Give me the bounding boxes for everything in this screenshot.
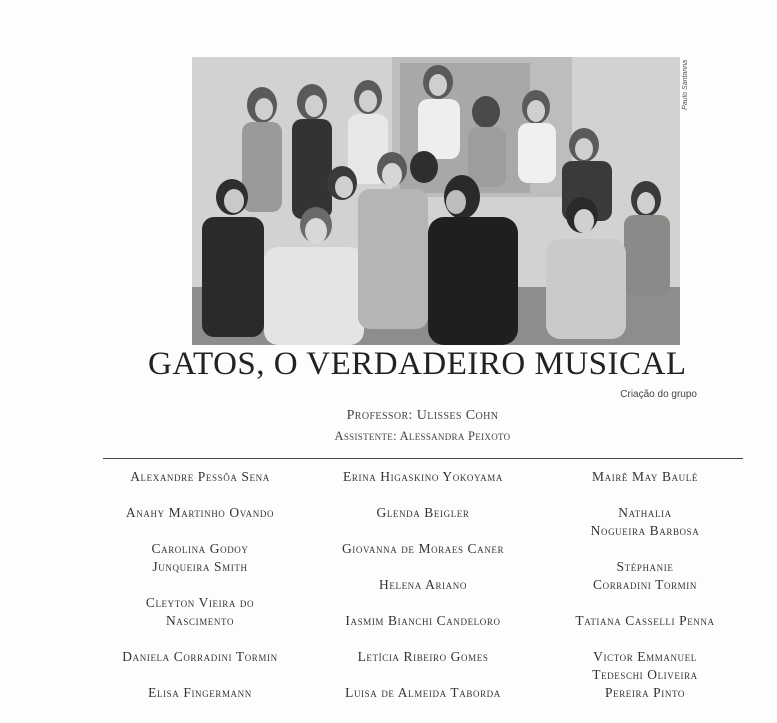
cast-name: Giovanna de Moraes Caner xyxy=(341,541,505,556)
cast-name: Corradini Tormin xyxy=(593,577,697,592)
cast-name: Tatiana Casselli Penna xyxy=(575,613,715,628)
cast-name: Stéphanie xyxy=(616,559,674,574)
cast-name: Glenda Beigler xyxy=(376,505,470,520)
cast-name: Nathalia xyxy=(618,505,672,520)
cast-name: Helena Ariano xyxy=(379,577,467,592)
cast-name: Tedeschi Oliveira xyxy=(592,667,698,682)
cast-name: Junqueira Smith xyxy=(152,559,248,574)
subtitle: Criação do grupo xyxy=(620,389,697,400)
cast-name: Erina Higaskino Yokoyama xyxy=(343,469,503,484)
photo-credit: Paulo Santanna xyxy=(682,60,689,110)
assistant-line: Assistente: Alessandra Peixoto xyxy=(334,429,511,443)
cast-name: Anahy Martinho Ovando xyxy=(125,505,275,520)
professor-line: Professor: Ulisses Cohn xyxy=(346,408,499,423)
cast-name: Iasmim Bianchi Candeloro xyxy=(345,613,501,628)
cast-name: Daniela Corradini Tormin xyxy=(122,649,278,664)
cast-name: Luisa de Almeida Taborda xyxy=(345,685,501,700)
cast-name: Alexandre Pessôa Sena xyxy=(130,469,270,484)
cast-name: Nogueira Barbosa xyxy=(590,523,700,538)
cast-name: Cleyton Vieira do xyxy=(145,595,255,610)
cast-name: Elisa Fingermann xyxy=(148,685,252,700)
page-title: GATOS, O VERDADEIRO MUSICAL xyxy=(148,346,687,382)
cast-name: Mairê May Baulé xyxy=(592,469,698,484)
divider xyxy=(103,458,743,459)
cast-name: Carolina Godoy xyxy=(151,541,249,556)
cast-name: Nascimento xyxy=(165,613,235,628)
group-photo xyxy=(192,57,680,345)
cast-name: Victor Emmanuel xyxy=(593,649,697,664)
cast-name: Letícia Ribeiro Gomes xyxy=(357,649,489,664)
cast-name: Pereira Pinto xyxy=(604,685,686,700)
